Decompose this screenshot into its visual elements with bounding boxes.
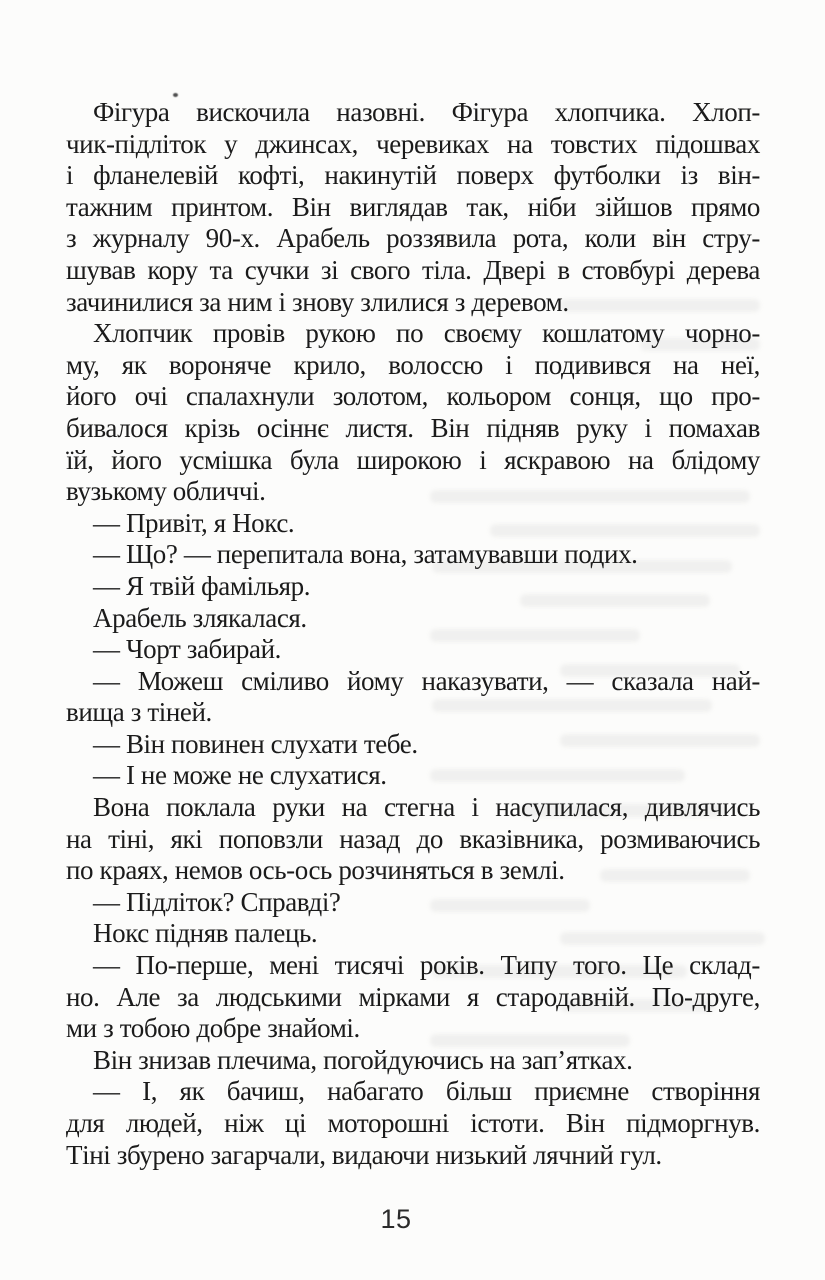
paragraph (66, 918, 760, 950)
text-line: му, як вороняче крило, волоссю і подивився на неї, (66, 349, 760, 380)
text-line: — Привіт, я Нокс. (93, 507, 295, 538)
text-line: — І не може не слухатися. (93, 760, 387, 791)
text-line: Нокс підняв палець. (93, 918, 318, 949)
text-line: чик-підліток у джинсах, черевиках на товстих підошвах (66, 128, 760, 159)
paragraph (66, 508, 760, 540)
text-line: — По-перше, мені тисячі років. Типу того. Це склад- (93, 950, 760, 981)
text-line: бивалося крізь осіннє листя. Він підняв руку і помахав (66, 412, 760, 443)
text-line: Хлопчик провів рукою по своєму кошлатому чорно- (93, 318, 760, 349)
paragraph (66, 950, 760, 1045)
text-line: Арабель злякалася. (93, 602, 307, 633)
text-line: Тіні збурено загарчали, видаючи низький лячний гул. (66, 1139, 662, 1170)
text-line: їй, його усмішка була широкою і яскравою на блідому (66, 444, 760, 475)
text-line: ми з тобою добре знайомі. (66, 1013, 360, 1044)
paragraph (66, 634, 760, 666)
paragraph (66, 1076, 760, 1171)
text-line: на тіні, які поповзли назад до вказівника, розмиваючись (66, 823, 760, 854)
text-line: його очі спалахнули золотом, кольором сонця, що про- (66, 381, 760, 412)
text-line: вища з тіней. (66, 697, 212, 728)
paragraph (66, 887, 760, 919)
text-line: Він знизав плечима, погойдуючись на зап’ятках. (93, 1044, 633, 1075)
text-line: для людей, ніж ці моторошні істоти. Він підморгнув. (66, 1108, 760, 1138)
text-line: з журналу 90-х. Арабель роззявила рота, коли він стру- (66, 223, 760, 254)
text-line: зачинилися за ним і знову злилися з деревом. (66, 286, 569, 317)
text-line: і фланелевій кофті, накинутій поверх футболки із він- (66, 160, 760, 191)
text-line: Фігура вискочила назовні. Фігура хлопчика. Хлоп- (93, 97, 760, 127)
paragraph (66, 571, 760, 603)
text-line: Вона поклала руки на стегна і насупилася, дивлячись (93, 792, 760, 823)
paragraph (66, 760, 760, 792)
text-line: — І, як бачиш, набагато більш приємне створіння (93, 1076, 760, 1107)
text-line: — Що? — перепитала вона, затамувавши подих. (93, 539, 638, 570)
text-line: — Можеш сміливо йому наказувати, — сказала най- (93, 665, 760, 696)
paragraph (66, 603, 760, 635)
paragraph (66, 666, 760, 729)
text-line: тажним принтом. Він виглядав так, ніби зійшов прямо (66, 191, 760, 222)
paragraph (66, 97, 760, 318)
text-line: — Я твій фамільяр. (93, 570, 311, 601)
text-line: — Підліток? Справді? (93, 886, 341, 917)
paragraph (66, 792, 760, 887)
text-line: — Чорт забирай. (93, 634, 282, 665)
paragraph (66, 729, 760, 761)
page-number: 15 (380, 1204, 412, 1234)
paragraph (66, 539, 760, 571)
text-line: по краях, немов ось-ось розчиняться в землі. (66, 855, 565, 886)
text-line: шував кору та сучки зі свого тіла. Двері в стовбурі дерева (66, 254, 760, 285)
text-line: но. Але за людськими мірками я стародавній. По-друге, (66, 981, 760, 1012)
paragraph (66, 1045, 760, 1077)
text-line: вузькому обличчі. (66, 476, 266, 507)
text-line: — Він повинен слухати тебе. (93, 728, 418, 759)
paragraph (66, 318, 760, 508)
body-text (66, 97, 760, 1171)
